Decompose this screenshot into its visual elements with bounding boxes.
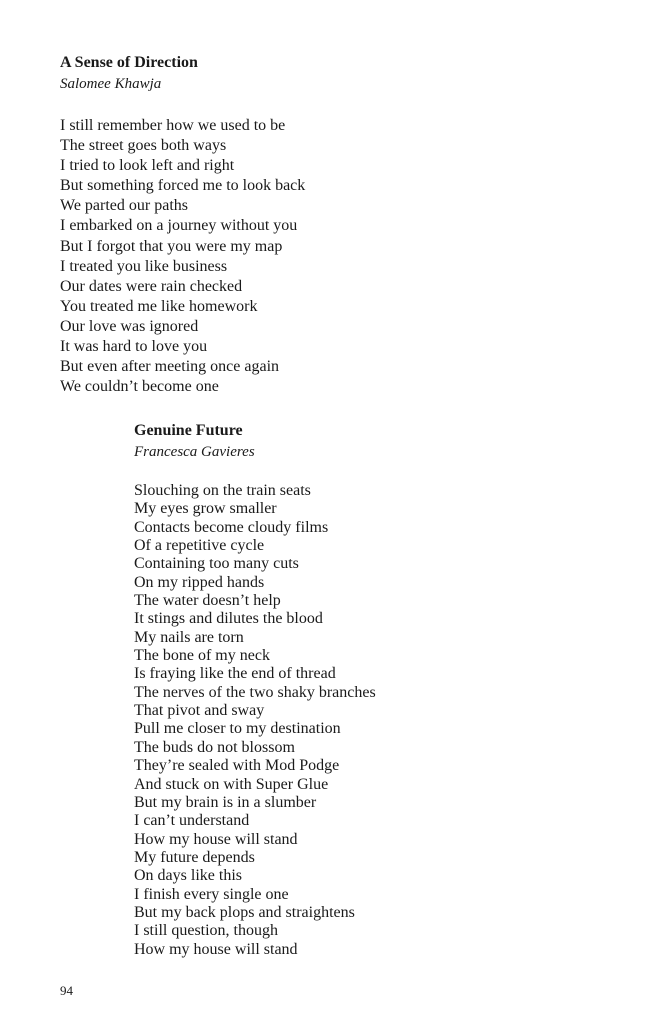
poem-line: But my brain is in a slumber bbox=[134, 793, 317, 811]
poem-title: A Sense of Direction bbox=[60, 54, 198, 71]
poem-lines bbox=[134, 482, 376, 959]
poem-line: On days like this bbox=[134, 867, 242, 885]
poem-line: Our love was ignored bbox=[60, 317, 199, 335]
poem-line: I embarked on a journey without you bbox=[60, 217, 298, 235]
poem-author: Francesca Gavieres bbox=[134, 444, 255, 460]
poem-line: We couldn’t become one bbox=[60, 378, 219, 396]
poem-line: But I forgot that you were my map bbox=[60, 237, 283, 255]
poem-line: I finish every single one bbox=[134, 885, 289, 903]
poem-line: I tried to look left and right bbox=[60, 157, 235, 175]
poem-line: Slouching on the train seats bbox=[134, 482, 311, 499]
poem-line: It stings and dilutes the blood bbox=[134, 610, 323, 628]
poem-line: The buds do not blossom bbox=[134, 738, 295, 756]
poem-line: It was hard to love you bbox=[60, 338, 208, 356]
poem-line: On my ripped hands bbox=[134, 573, 265, 591]
poem-title: Genuine Future bbox=[134, 422, 243, 439]
poem-line: I still remember how we used to be bbox=[60, 117, 286, 134]
poem-line: They’re sealed with Mod Podge bbox=[134, 757, 340, 775]
poem-line: How my house will stand bbox=[134, 830, 298, 848]
poem-line: You treated me like homework bbox=[60, 297, 258, 315]
poem-line: And stuck on with Super Glue bbox=[134, 775, 329, 793]
poem-line: We parted our paths bbox=[60, 197, 188, 215]
poem-line: I can’t understand bbox=[134, 812, 250, 830]
poem-line: Containing too many cuts bbox=[134, 555, 299, 573]
poem-line: I still question, though bbox=[134, 922, 278, 940]
poem-author: Salomee Khawja bbox=[60, 76, 162, 92]
page-number: 94 bbox=[60, 983, 73, 998]
poem-line: But something forced me to look back bbox=[60, 177, 306, 195]
poem-line: But even after meeting once again bbox=[60, 358, 280, 376]
poem-line: My eyes grow smaller bbox=[134, 500, 277, 518]
poem-a-sense-of-direction bbox=[60, 52, 305, 397]
poem-genuine-future bbox=[134, 420, 376, 959]
poem-line: How my house will stand bbox=[134, 940, 298, 958]
poem-line: My nails are torn bbox=[134, 628, 244, 646]
poem-line: That pivot and sway bbox=[134, 702, 265, 720]
poem-line: The nerves of the two shaky branches bbox=[134, 683, 376, 701]
poem-lines bbox=[60, 116, 305, 397]
poem-line: The water doesn’t help bbox=[134, 592, 281, 610]
poem-line: My future depends bbox=[134, 848, 255, 866]
poem-line: But my back plops and straightens bbox=[134, 903, 355, 921]
poem-line: The bone of my neck bbox=[134, 647, 270, 665]
poem-line: Contacts become cloudy films bbox=[134, 518, 329, 536]
poem-line: I treated you like business bbox=[60, 257, 228, 275]
poem-line: The street goes both ways bbox=[60, 137, 227, 155]
poem-line: Pull me closer to my destination bbox=[134, 720, 341, 738]
poem-line: Is fraying like the end of thread bbox=[134, 665, 336, 683]
poem-line: Of a repetitive cycle bbox=[134, 537, 265, 555]
poem-line: Our dates were rain checked bbox=[60, 277, 243, 295]
